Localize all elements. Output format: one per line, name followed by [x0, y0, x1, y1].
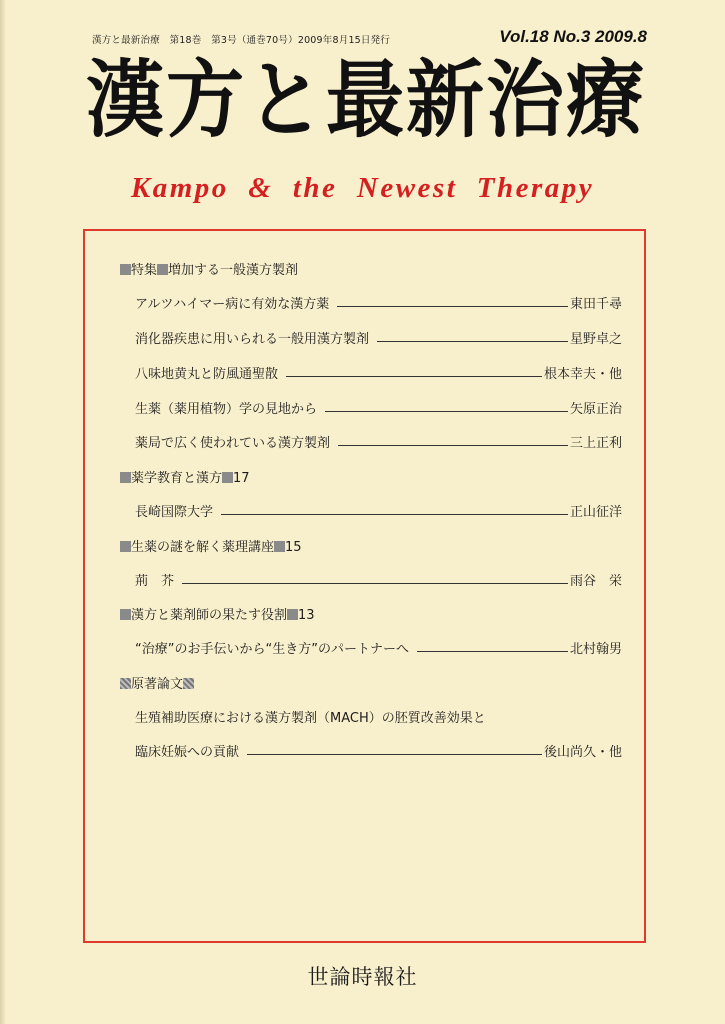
hatched-square-icon — [120, 678, 131, 689]
entry-author: 後山尚久・他 — [543, 745, 622, 760]
gray-square-icon — [120, 264, 131, 275]
entry-author: 根本幸夫・他 — [543, 367, 622, 382]
entry-title: 薬局で広く使われている漢方製剤 — [135, 436, 331, 451]
toc-entry[interactable] — [85, 743, 644, 763]
section-heading-pharmacology-lecture — [85, 538, 644, 558]
leader-line — [377, 341, 568, 342]
cover-edge — [0, 0, 6, 1024]
leader-line — [338, 445, 568, 446]
leader-line — [325, 411, 568, 412]
section-label: 漢方と薬剤師の果たす役割 — [131, 608, 288, 623]
leader-line — [247, 754, 542, 755]
leader-line — [337, 306, 568, 307]
section-topic: 増加する一般漢方製剤 — [168, 263, 299, 278]
entry-title: 長崎国際大学 — [135, 505, 214, 520]
toc-entry[interactable] — [85, 503, 644, 523]
toc-entry[interactable] — [85, 572, 644, 592]
entry-author: 雨谷 栄 — [569, 574, 622, 589]
leader-line — [221, 514, 568, 515]
toc-entry[interactable] — [85, 330, 644, 350]
section-label: 原著論文 — [131, 677, 184, 692]
gray-square-icon — [120, 541, 131, 552]
entry-author: 矢原正治 — [569, 402, 622, 417]
entry-title: 臨床妊娠への貢献 — [135, 745, 240, 760]
entry-title: 生薬（薬用植物）学の見地から — [135, 402, 318, 417]
entry-title-line1[interactable]: 生殖補助医療における漢方製剤（MACH）の胚質改善効果と — [135, 711, 486, 726]
leader-line — [286, 376, 542, 377]
gray-square-icon — [222, 472, 233, 483]
journal-title-english: Kampo & the Newest Therapy — [130, 172, 595, 204]
section-heading-original-paper — [85, 675, 644, 695]
section-heading-pharmacy-education — [85, 469, 644, 489]
section-label: 薬学教育と漢方 — [131, 471, 223, 486]
entry-title: 荊 芥 — [135, 574, 175, 589]
gray-square-icon — [120, 609, 131, 620]
gray-square-icon — [120, 472, 131, 483]
leader-line — [182, 583, 568, 584]
table-of-contents — [83, 229, 646, 943]
journal-title: 漢方と最新治療 — [86, 50, 646, 149]
section-heading-feature — [85, 261, 644, 281]
entry-author: 三上正利 — [569, 436, 622, 451]
section-number: 17 — [233, 471, 250, 486]
entry-title: アルツハイマー病に有効な漢方薬 — [135, 297, 330, 312]
gray-square-icon — [274, 541, 285, 552]
entry-author: 北村翰男 — [569, 642, 622, 657]
toc-entry[interactable] — [85, 434, 644, 454]
entry-author: 正山征洋 — [569, 505, 622, 520]
toc-entry[interactable] — [85, 295, 644, 315]
leader-line — [417, 651, 568, 652]
entry-author: 東田千尋 — [569, 297, 622, 312]
entry-title: 八味地黄丸と防風通聖散 — [135, 367, 279, 382]
section-label: 特集 — [131, 263, 158, 278]
gray-square-icon — [157, 264, 168, 275]
section-label: 生薬の謎を解く薬理講座 — [131, 540, 275, 555]
toc-entry[interactable] — [85, 640, 644, 660]
section-number: 15 — [285, 540, 302, 555]
publisher-name: 世論時報社 — [307, 965, 418, 989]
section-number: 13 — [298, 608, 315, 623]
toc-entry[interactable] — [85, 400, 644, 420]
entry-title: “治療”のお手伝いから“生き方”のパートナーへ — [135, 642, 409, 657]
volume-number: Vol.18 No.3 2009.8 — [499, 27, 647, 46]
entry-author: 星野卓之 — [569, 332, 622, 347]
section-heading-pharmacist-role — [85, 606, 644, 626]
hatched-square-icon — [183, 678, 194, 689]
toc-entry[interactable] — [85, 365, 644, 385]
gray-square-icon — [287, 609, 298, 620]
entry-title: 消化器疾患に用いられる一般用漢方製剤 — [135, 332, 370, 347]
publication-info: 漢方と最新治療 第18巻 第3号（通巻70号）2009年8月15日発行 — [92, 35, 391, 46]
